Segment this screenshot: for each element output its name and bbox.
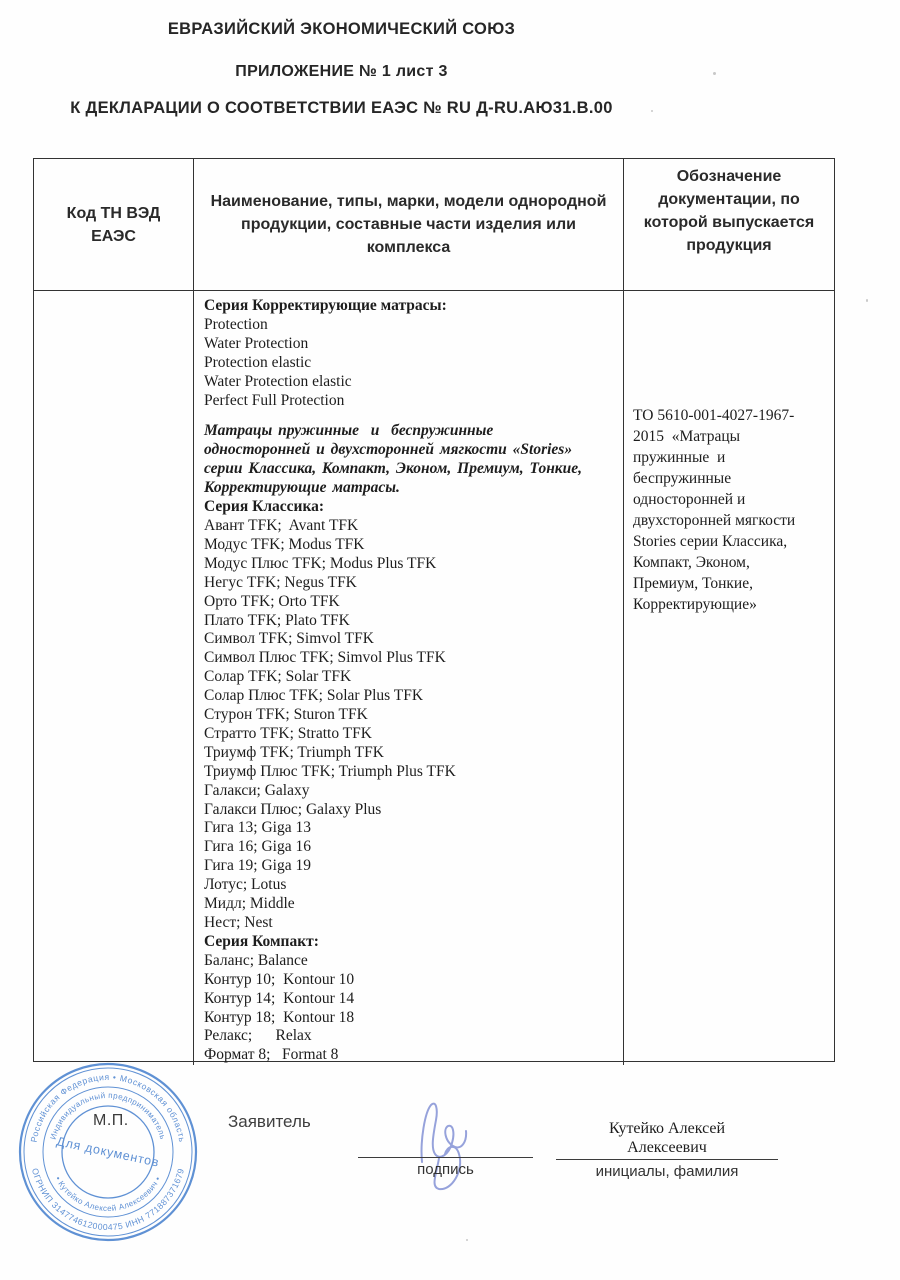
product-line: Water Protection elastic [204, 372, 352, 390]
product-line: Мидл; Middle [204, 895, 295, 913]
product-line: Негус TFK; Negus TFK [204, 573, 357, 591]
handwritten-signature [408, 1096, 513, 1196]
product-line: Плато TFK; Plato TFK [204, 611, 350, 629]
product-line: Орто TFK; Orto TFK [204, 592, 340, 610]
table-header-code: Код ТН ВЭД ЕАЭС [34, 159, 194, 291]
table-cell-documentation [624, 291, 834, 1065]
product-line: Стратто TFK; Stratto TFK [204, 724, 372, 742]
product-line: Perfect Full Protection [204, 391, 345, 409]
page-title: ЕВРАЗИЙСКИЙ ЭКОНОМИЧЕСКИЙ СОЮЗ [167, 20, 516, 38]
scan-speck [713, 72, 716, 75]
product-line: Серия Корректирующие матрасы: [204, 297, 447, 314]
doc-designation-line: беспружинные [633, 470, 732, 487]
product-line: Авант TFK; Avant TFK [204, 516, 359, 534]
applicant-name: Кутейко Алексей Алексеевич [608, 1120, 726, 1156]
table-header-products: Наименование, типы, марки, модели однородной продукции, составные части изделия или комплекса [194, 159, 624, 291]
product-line: Триумф Плюс TFK; Triumph Plus TFK [204, 762, 456, 780]
doc-designation-line: односторонней и [633, 491, 746, 508]
product-line: Солар TFK; Solar TFK [204, 668, 352, 686]
product-line: Серия Классика: [204, 498, 325, 516]
scan-speck [866, 299, 868, 302]
stamp-ring-inner-bottom: • Кутейко Алексей Алексеевич • [53, 1174, 163, 1214]
stamp-ring-outer-bottom: ОГРНИП 314774612000475 ИНН 771887371679 [29, 1166, 187, 1233]
product-line: Корректирующие матрасы. [204, 479, 400, 497]
table-header-documentation: Обозначение документации, по которой выпускается продукция [624, 159, 834, 291]
product-line: Гига 13; Giga 13 [204, 819, 311, 837]
product-line: Формат 8; Format 8 [204, 1046, 339, 1064]
product-line: Галакси Плюс; Galaxy Plus [204, 800, 382, 818]
table-cell-code [34, 291, 194, 1065]
doc-designation-line: Компакт, Эконом, [633, 554, 750, 571]
product-line: серии Классика, Компакт, Эконом, Премиум, Тонкие, [204, 460, 583, 478]
product-line: Символ Плюс TFK; Simvol Plus TFK [204, 649, 446, 667]
doc-designation-line: Stories серии Классика, [633, 533, 788, 550]
signature-line [358, 1157, 533, 1158]
product-line: Контур 10; Kontour 10 [204, 970, 355, 988]
product-line: Модус Плюс TFK; Modus Plus TFK [204, 554, 437, 572]
product-line: Триумф TFK; Triumph TFK [204, 743, 384, 761]
product-line: Релакс; Relax [204, 1027, 312, 1045]
doc-designation-line: 2015 «Матрацы [633, 428, 741, 445]
scan-speck [651, 110, 653, 112]
product-line: Protection [204, 315, 268, 333]
product-line: Контур 14; Kontour 14 [204, 989, 355, 1007]
product-line: Стурон TFK; Sturon TFK [204, 706, 368, 724]
product-line: Солар Плюс TFK; Solar Plus TFK [204, 687, 424, 705]
product-line: Гига 19; Giga 19 [204, 857, 311, 875]
doc-designation-line: двухсторонней мягкости [633, 512, 796, 529]
round-stamp [13, 1057, 203, 1247]
scan-speck [466, 1239, 468, 1241]
doc-designation-line: пружинные и [633, 449, 726, 466]
doc-designation-line: Премиум, Тонкие, [633, 575, 753, 592]
applicant-label: Заявитель [228, 1112, 311, 1131]
signature-caption: подпись [417, 1161, 474, 1178]
product-line [204, 410, 613, 422]
appendix-subtitle: ПРИЛОЖЕНИЕ № 1 лист 3 [235, 63, 448, 80]
product-line: Матрацы пружинные и беспружинные [204, 422, 494, 440]
product-line: Protection elastic [204, 353, 312, 371]
product-line: Water Protection [204, 334, 309, 352]
table-cell-products [194, 291, 624, 1065]
name-line [556, 1159, 778, 1160]
stamp-ring-inner-top: Индивидуальный предприниматель [48, 1090, 168, 1141]
product-line: Гига 16; Giga 16 [204, 838, 311, 856]
product-line: односторонней и двухсторонней мягкости «Stories» [204, 441, 573, 459]
stamp-ring-outer-top: Российская Федерация • Московская область [28, 1071, 188, 1144]
doc-designation-line: Корректирующие» [633, 596, 757, 613]
products-table [33, 158, 835, 1062]
product-line: Символ TFK; Simvol TFK [204, 630, 374, 648]
product-line: Лотус; Lotus [204, 876, 287, 894]
product-line: Контур 18; Kontour 18 [204, 1008, 355, 1026]
product-line: Баланс; Balance [204, 951, 308, 969]
product-line: Серия Компакт: [204, 932, 319, 950]
name-caption: инициалы, фамилия [595, 1163, 739, 1180]
product-line: Галакси; Galaxy [204, 781, 310, 799]
stamp-center-text: Для документов [55, 1134, 161, 1170]
declaration-number-subtitle: К ДЕКЛАРАЦИИ О СООТВЕТСТВИИ ЕАЭС № RU Д-RU.АЮ31.В.00 [70, 99, 613, 117]
svg-text:• Кутейко Алексей Алексеевич • [53, 1175, 162, 1213]
product-line: Нест; Nest [204, 914, 273, 931]
doc-designation-line: ТО 5610-001-4027-1967- [633, 407, 795, 424]
stamp-place-label: М.П. [93, 1112, 129, 1129]
product-line: Модус TFK; Modus TFK [204, 535, 365, 553]
